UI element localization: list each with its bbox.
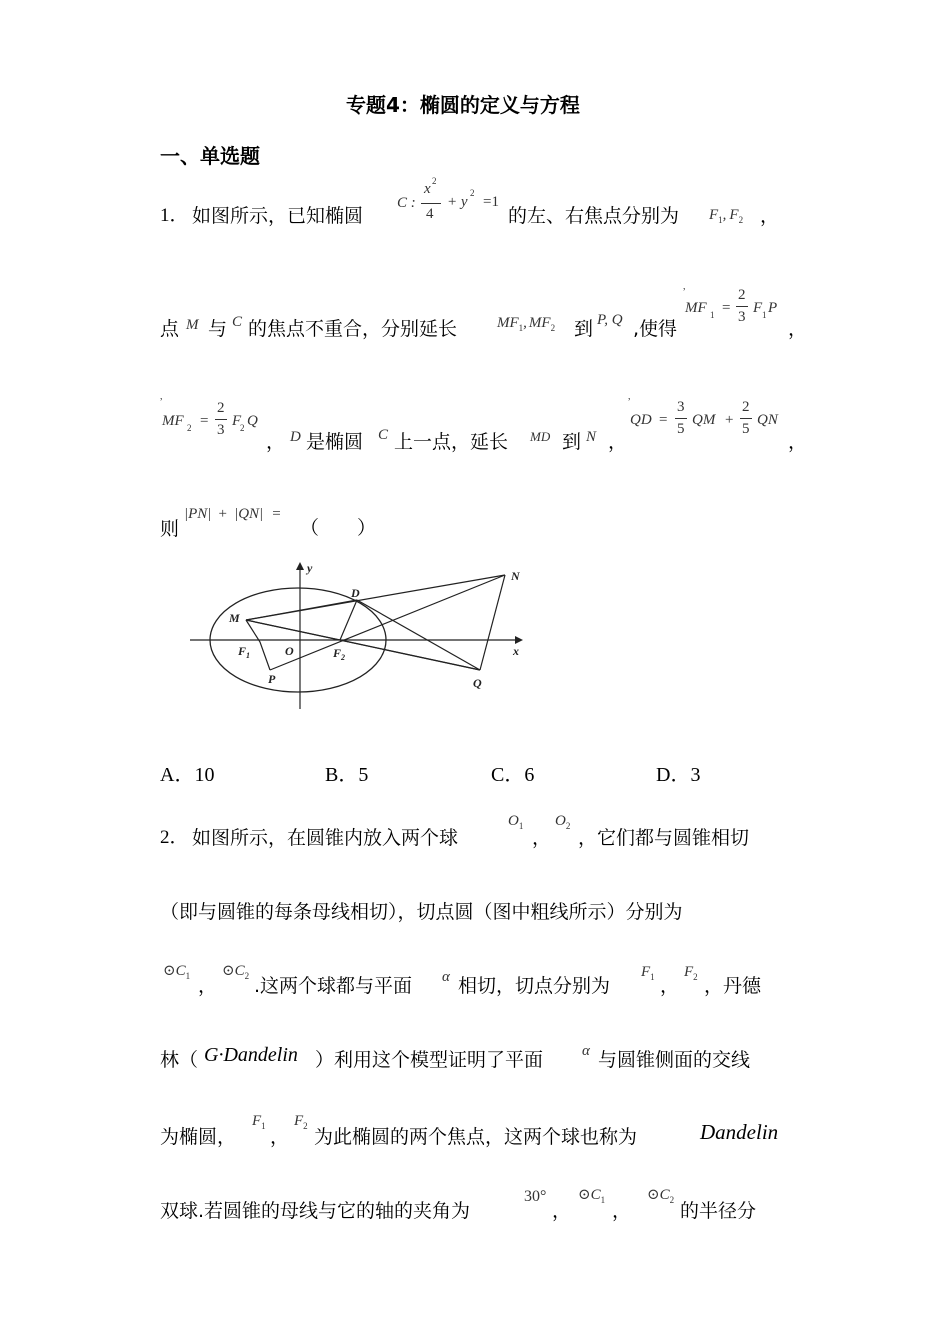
- q2-text: ，它们都与圆锥相切: [578, 827, 750, 849]
- math-circle-C2: $⊙C_2$: [647, 1187, 675, 1206]
- q1-text: ，: [266, 431, 286, 453]
- q1-text: 如图所示，已知椭圆: [192, 205, 364, 227]
- q1-text: ，: [760, 205, 780, 227]
- q1-text: ，: [608, 431, 628, 453]
- q1-text: 到: [574, 318, 594, 340]
- q1-text: 到: [562, 431, 582, 453]
- q1-text: ，: [788, 318, 808, 340]
- q2-text: 双球.若圆锥的母线与它的轴的夹角为: [160, 1200, 471, 1222]
- math-O2: $O_2$: [555, 813, 571, 832]
- label-M: M: [229, 611, 240, 625]
- segment-M-Q: [246, 620, 480, 670]
- segment-M-D: [246, 600, 357, 620]
- q1-text: 点: [160, 318, 180, 340]
- q2-line-2: （即与圆锥的每条母线相切），切点圆（图中粗线所示）分别为: [160, 901, 683, 923]
- q2-line-3: [160, 955, 800, 1005]
- math-F1: $F_1$: [252, 1113, 266, 1132]
- option-D[interactable]: D．3: [656, 764, 701, 786]
- segment-M-F1-P: [246, 620, 270, 670]
- math-alpha: α: [582, 1043, 590, 1059]
- abs-sum-expr: |PN| + |QN| =: [184, 506, 281, 522]
- q2-text: ，: [532, 827, 552, 849]
- q2-text: ，: [612, 1200, 632, 1222]
- label-Q: Q: [473, 676, 482, 690]
- math-30-degrees: 30°: [524, 1188, 547, 1205]
- math-circle-C2: $⊙C_2$: [222, 963, 250, 982]
- page-title: 专题4：椭圆的定义与方程: [346, 93, 580, 117]
- section-heading: 一、单选题: [160, 144, 260, 168]
- math-M: M: [186, 317, 199, 333]
- math-F2: $F_2$: [294, 1113, 308, 1132]
- label-D: D: [351, 586, 360, 600]
- q1-answer-blank: （ ）: [300, 517, 377, 539]
- math-C: C: [378, 427, 389, 443]
- q1-text: ，: [788, 431, 808, 453]
- option-A[interactable]: A．10: [160, 764, 215, 786]
- q2-text: 如图所示，在圆锥内放入两个球: [192, 827, 459, 849]
- math-alpha: α: [442, 969, 450, 985]
- math-circle-C1: $⊙C_1$: [163, 963, 191, 982]
- q1-line-2: 点 M 与 C 的焦点不重合，分别延长 $MF_1$, $MF_2$ 到 P, Q ,使得 , MF 1 = 2 3 F 1 P ，: [160, 281, 808, 340]
- q2-text-dandelin: Dandelin: [700, 1120, 779, 1144]
- q2-text: ）利用这个模型证明了平面: [315, 1049, 544, 1071]
- q1-line-3: , MF 2 = 2 3 F 2 Q ， D 是椭圆 C 上一点，延长 MD 到 N ， , QD = 3 5 QM + 2 5 QN ，: [160, 391, 808, 453]
- math-C: C: [232, 314, 243, 330]
- math-O1: $O_1$: [508, 813, 524, 832]
- q2-text-dandelin: G·Dandelin: [204, 1044, 298, 1066]
- math-circle-C1: $⊙C_1$: [578, 1187, 606, 1206]
- label-N: N: [511, 569, 520, 583]
- q2-text: 林（: [160, 1049, 199, 1071]
- q1-text: 的左、右焦点分别为: [508, 205, 680, 227]
- q1-number: 1．: [160, 205, 189, 226]
- y-axis-arrow: [296, 562, 304, 570]
- q1-text: ,使得: [633, 318, 678, 340]
- math-N: N: [586, 429, 597, 445]
- q2-text: 为此椭圆的两个焦点，这两个球也称为: [314, 1126, 638, 1148]
- q1-text: 是椭圆: [306, 431, 364, 453]
- q2-text: 为椭圆，: [160, 1126, 237, 1148]
- q1-text: 则: [160, 518, 180, 540]
- label-O: O: [285, 644, 294, 658]
- math-MD: MD: [530, 429, 551, 444]
- label-P: P: [268, 672, 276, 686]
- segment-P-N: [270, 575, 505, 670]
- q2-text: ，: [270, 1126, 290, 1148]
- q2-line-4: [160, 1035, 800, 1085]
- segment-Q-N: [480, 575, 505, 670]
- q2-text: .这两个球都与平面: [254, 975, 413, 997]
- option-C[interactable]: C．6: [491, 764, 535, 786]
- q2-text: ，: [660, 975, 680, 997]
- ellipse-figure: [185, 560, 530, 712]
- math-D: D: [290, 429, 301, 445]
- q2-number: 2．: [160, 827, 189, 848]
- q2-text: 的半径分: [680, 1200, 757, 1222]
- q1-line-4: [160, 500, 800, 540]
- q2-text: 与圆锥侧面的交线: [598, 1049, 751, 1071]
- q2-line-1: [160, 808, 800, 858]
- foci-F1-F2: $F_1$, $F_2$: [709, 207, 744, 226]
- label-y: y: [307, 561, 313, 575]
- q2-line-5: [160, 1104, 800, 1154]
- math-F1: $F_1$: [641, 964, 655, 983]
- q2-text: ，: [198, 975, 218, 997]
- q1-text: 与: [208, 318, 228, 340]
- segment-D-F2: [340, 600, 357, 640]
- q2-text: 相切，切点分别为: [458, 975, 611, 997]
- label-F2: $F_2$: [333, 646, 346, 662]
- x-axis-arrow: [515, 636, 523, 644]
- math-F2: $F_2$: [684, 964, 698, 983]
- math-PQ: P, Q: [597, 312, 623, 328]
- q2-text: ，丹德: [704, 975, 762, 997]
- option-B[interactable]: B．5: [325, 764, 369, 786]
- label-F1: $F_1$: [238, 644, 251, 660]
- q1-text: 上一点，延长: [394, 431, 509, 453]
- q1-text: 的焦点不重合，分别延长: [248, 318, 458, 340]
- q2-text: ，: [552, 1200, 572, 1222]
- label-x: x: [513, 644, 519, 658]
- q2-line-6: [160, 1178, 800, 1228]
- math-MF1-MF2: $MF_1$, $MF_2$: [497, 315, 556, 334]
